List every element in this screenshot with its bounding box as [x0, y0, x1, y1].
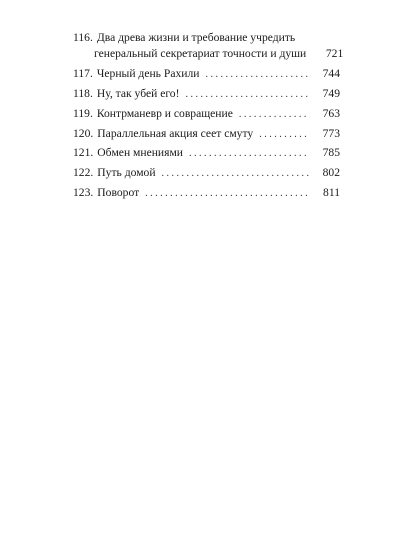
- toc-entry-120: [73, 126, 340, 143]
- toc-entry-page: 763: [322, 106, 340, 120]
- toc-entry-122: [73, 165, 340, 182]
- dot-leader: [145, 186, 309, 202]
- toc-entry-page: 749: [322, 86, 340, 100]
- toc-entry-title: Путь домой: [97, 166, 156, 180]
- toc-entry-number: 117.: [73, 66, 93, 80]
- dot-leader: [205, 67, 309, 83]
- toc-entry-117: [73, 66, 340, 83]
- toc-entry-number: 116.: [73, 31, 93, 44]
- toc-entry-number: 120.: [73, 126, 94, 140]
- toc-entry-page: 785: [322, 146, 340, 160]
- dot-leader: [239, 107, 309, 123]
- dot-leader: [162, 166, 309, 182]
- toc-entry-page: 811: [323, 186, 340, 200]
- toc-entry-page: 802: [322, 166, 340, 180]
- toc-entry-number: 119.: [73, 106, 93, 120]
- toc-entry-118: [73, 86, 340, 103]
- toc-entry-number: 121.: [73, 146, 94, 160]
- toc-entry-title: Контрманевр и совращение: [96, 106, 233, 120]
- dot-leader: [259, 127, 309, 143]
- toc-entry-number: 118.: [73, 86, 93, 100]
- dot-leader: [185, 87, 309, 103]
- toc-entry-title: Ну, так убей его!: [96, 86, 180, 100]
- toc-entry-page: 721: [325, 47, 344, 60]
- toc-entry-title: Черный день Рахили: [96, 66, 200, 80]
- dot-leader: [189, 146, 309, 162]
- toc-entry-116: [73, 30, 344, 63]
- toc-entry-title: Параллельная акция сеет смуту: [97, 126, 254, 140]
- toc-entry-number: 123.: [73, 186, 94, 200]
- table-of-contents: [73, 30, 344, 205]
- toc-entry-number: 122.: [73, 166, 94, 180]
- toc-entry-page: 773: [322, 126, 340, 140]
- toc-entry-119: [73, 106, 340, 123]
- toc-entry-121: [73, 145, 340, 162]
- toc-entry-title: Обмен мнениями: [97, 146, 184, 160]
- toc-entry-title: Поворот: [97, 186, 140, 200]
- toc-entry-123: [73, 185, 340, 202]
- toc-entry-title-line2: генеральный секретариат точности и души: [94, 47, 307, 60]
- toc-entry-title-line1: Два древа жизни и требование учредить: [96, 31, 296, 44]
- toc-entry-page: 744: [322, 66, 340, 80]
